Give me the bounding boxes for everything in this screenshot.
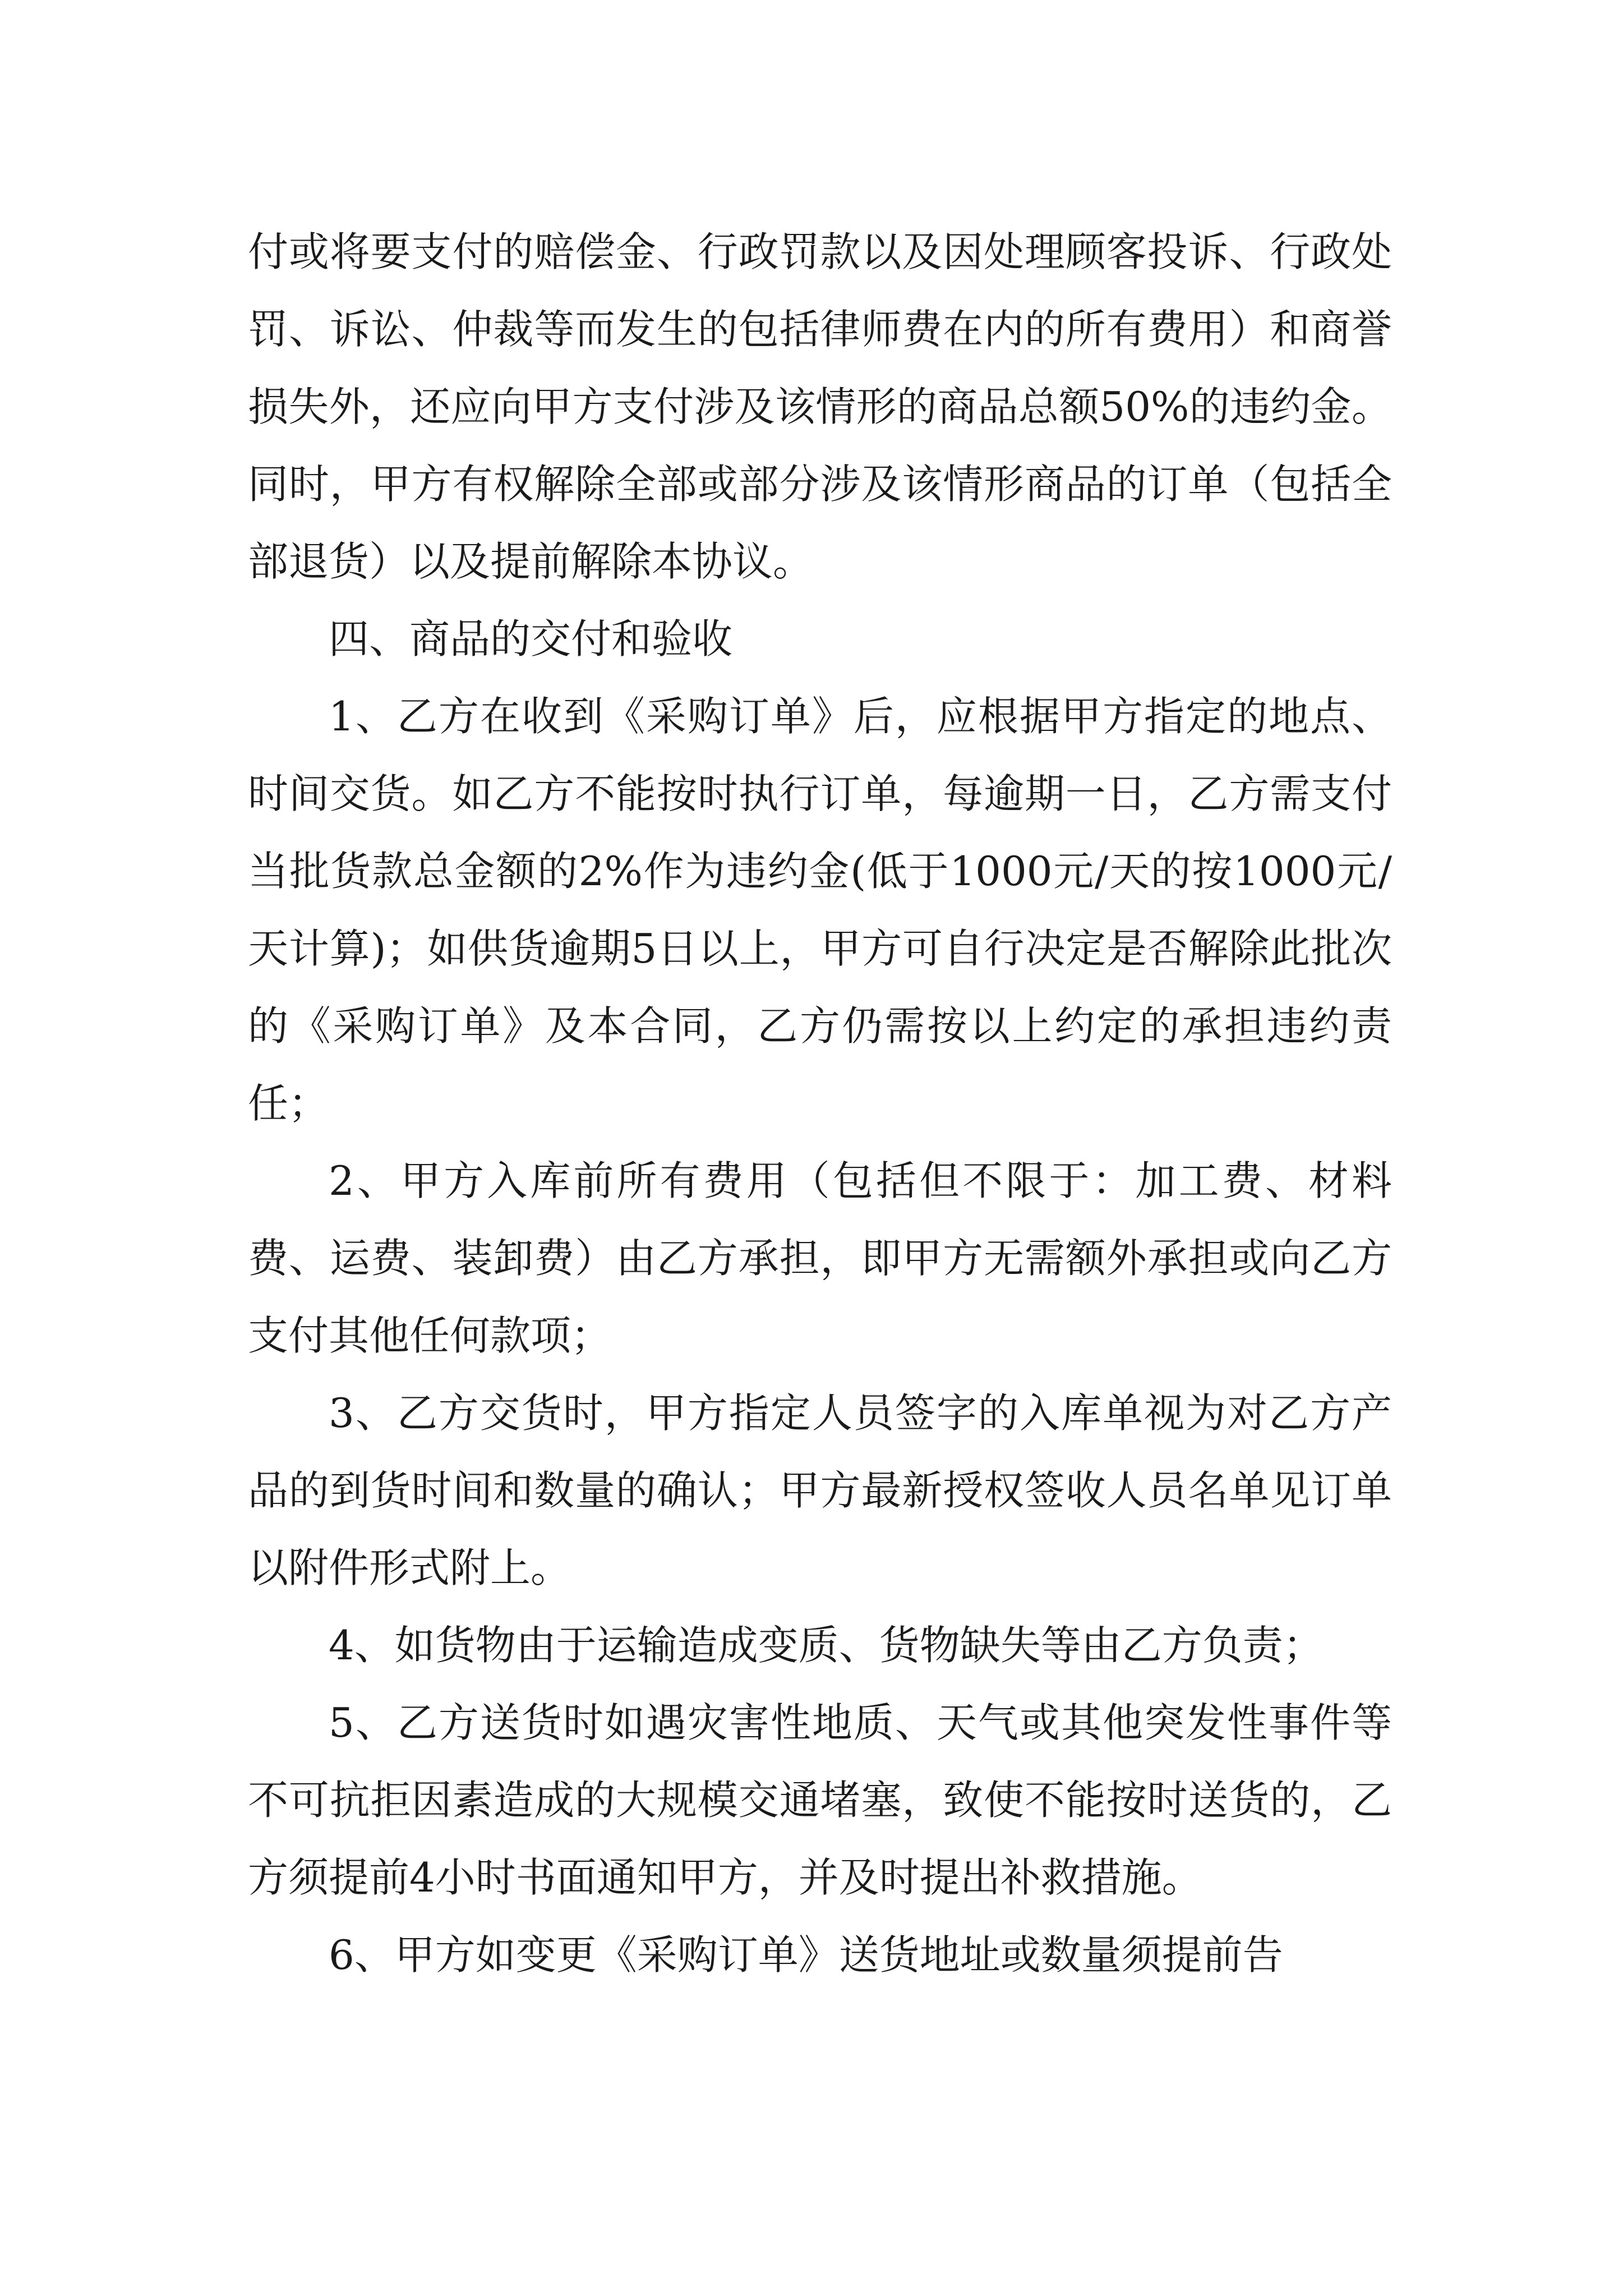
clause-1-delivery-schedule: 1、乙方在收到《采购订单》后，应根据甲方指定的地点、时间交货。如乙方不能按时执行订单，每逾期一日，乙方需支付当批货款总金额的2%作为违约金(低于1000元/天的按1000元/天计算)；如供货逾期5日以上，甲方可自行决定是否解除此批次的《采购订单》及本合同，乙方仍需按以上约定的承担违约责任； [248, 693, 1392, 1127]
section-heading-delivery-acceptance: 四、商品的交付和验收 [329, 615, 733, 662]
clause-4-transport-damage: 4、如货物由于运输造成变质、货物缺失等由乙方负责； [329, 1622, 1324, 1669]
paragraph-compensation-continued: 付或将要支付的赔偿金、行政罚款以及因处理顾客投诉、行政处罚、诉讼、仲裁等而发生的包括律师费在内的所有费用）和商誉损失外，还应向甲方支付涉及该情形的商品总额50%的违约金。同时，甲方有权解除全部或部分涉及该情形商品的订单（包括全部退货）以及提前解除本协议。 [248, 228, 1392, 585]
document-body [248, 213, 1392, 1994]
clause-5-force-majeure: 5、乙方送货时如遇灾害性地质、天气或其他突发性事件等不可抗拒因素造成的大规模交通堵塞，致使不能按时送货的，乙方须提前4小时书面通知甲方，并及时提出补救措施。 [248, 1699, 1392, 1901]
clause-6-order-change: 6、甲方如变更《采购订单》送货地址或数量须提前告 [329, 1931, 1283, 1978]
clause-3-receipt-confirmation: 3、乙方交货时，甲方指定人员签字的入库单视为对乙方产品的到货时间和数量的确认；甲方最新授权签收人员名单见订单以附件形式附上。 [248, 1389, 1392, 1591]
clause-2-pre-warehouse-costs: 2、甲方入库前所有费用（包括但不限于：加工费、材料费、运费、装卸费）由乙方承担，即甲方无需额外承担或向乙方支付其他任何款项； [248, 1157, 1392, 1359]
